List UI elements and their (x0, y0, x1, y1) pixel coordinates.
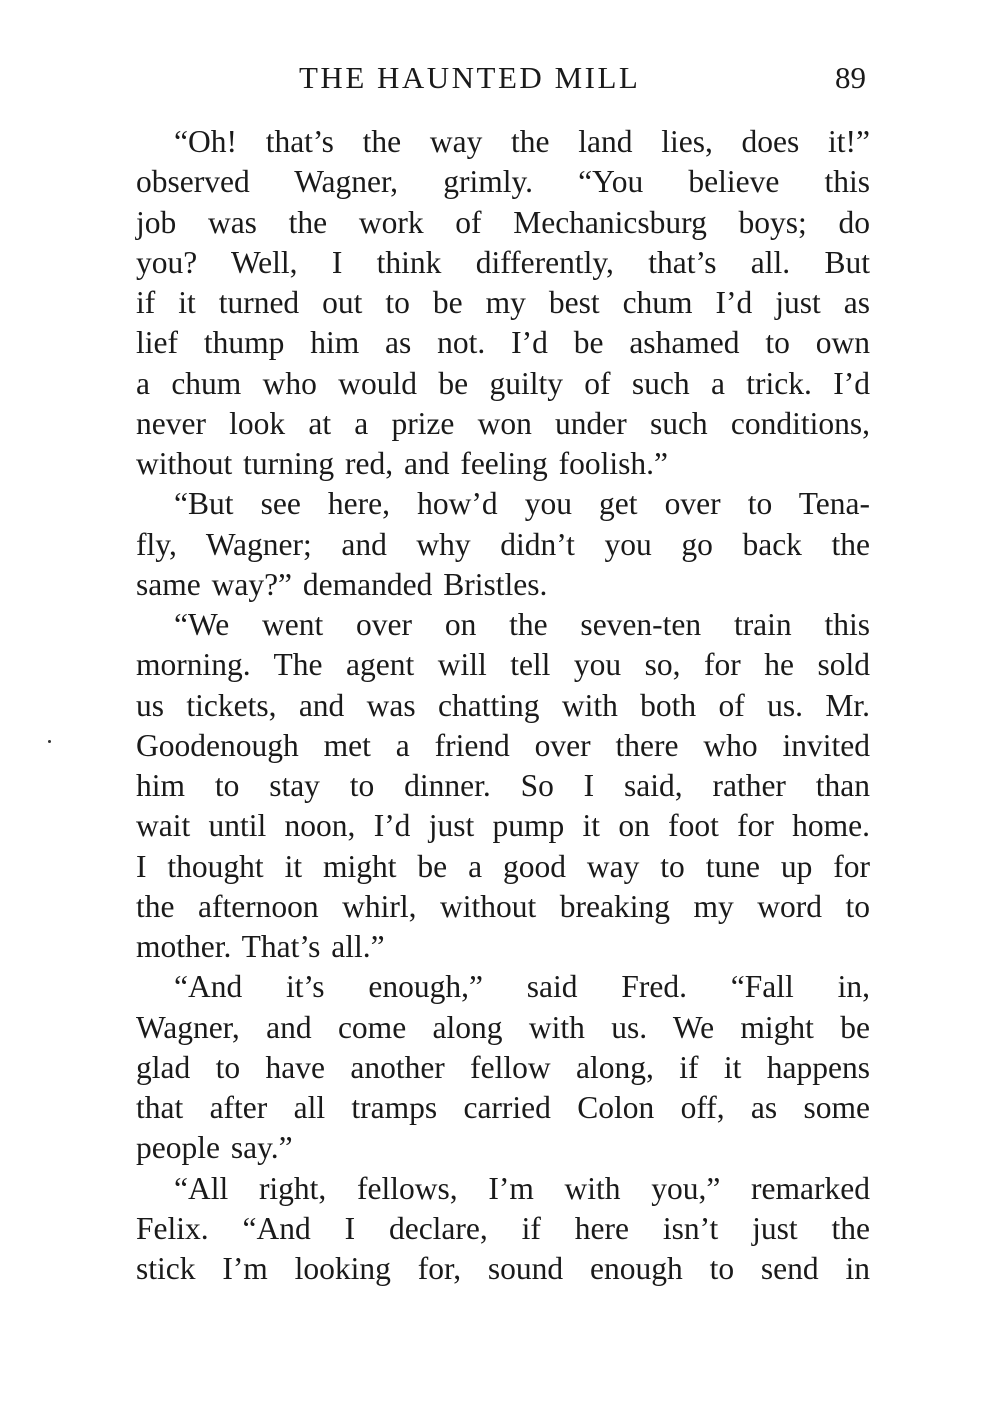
body-text (136, 122, 870, 1289)
text-line: never look at a prize won under such conditions, (136, 405, 870, 441)
text-line: I thought it might be a good way to tune up for (136, 848, 870, 884)
text-line: without turning red, and feeling foolish.” (136, 446, 669, 481)
text-line: him to stay to dinner. So I said, rather than (136, 768, 870, 803)
text-line: glad to have another fellow along, if it happens (136, 1049, 870, 1085)
text-line: Felix. “And I declare, if here isn’t just the (136, 1210, 870, 1246)
text-line: Wagner, and come along with us. We might be (136, 1009, 870, 1045)
print-speck (48, 740, 51, 743)
text-line: stick I’m looking for, sound enough to send in (136, 1251, 870, 1286)
text-line: wait until noon, I’d just pump it on foot for home. (136, 808, 870, 844)
text-line: observed Wagner, grimly. “You believe this (136, 164, 870, 200)
page-header (136, 58, 872, 98)
text-line: the afternoon whirl, without breaking my word to (136, 888, 870, 924)
text-line: us tickets, and was chatting with both of us. Mr. (136, 687, 870, 723)
text-line: people say.” (136, 1130, 293, 1166)
text-line: “But see here, how’d you get over to Tena- (174, 486, 870, 522)
text-line: mother. That’s all.” (136, 929, 385, 964)
text-line: lief thump him as not. I’d be ashamed to own (136, 325, 870, 361)
text-line: “Oh! that’s the way the land lies, does it!” (174, 124, 870, 159)
text-line: if it turned out to be my best chum I’d just as (136, 285, 870, 320)
text-line: that after all tramps carried Colon off, as some (136, 1090, 870, 1125)
text-line: you? Well, I think differently, that’s all. But (136, 244, 870, 280)
text-line: fly, Wagner; and why didn’t you go back the (136, 526, 870, 562)
text-line: “And it’s enough,” said Fred. “Fall in, (174, 969, 870, 1005)
text-line: job was the work of Mechanicsburg boys; do (136, 204, 870, 240)
text-line: “We went over on the seven-ten train this (174, 607, 870, 642)
text-line: same way?” demanded Bristles. (136, 566, 548, 602)
text-line: morning. The agent will tell you so, for he sold (136, 647, 870, 683)
text-line: “All right, fellows, I’m with you,” remarked (174, 1170, 870, 1206)
text-line: Goodenough met a friend over there who invited (136, 727, 870, 763)
page-number: 89 (835, 60, 866, 95)
running-title: THE HAUNTED MILL (299, 60, 641, 95)
text-line: a chum who would be guilty of such a trick. I’d (136, 365, 870, 401)
